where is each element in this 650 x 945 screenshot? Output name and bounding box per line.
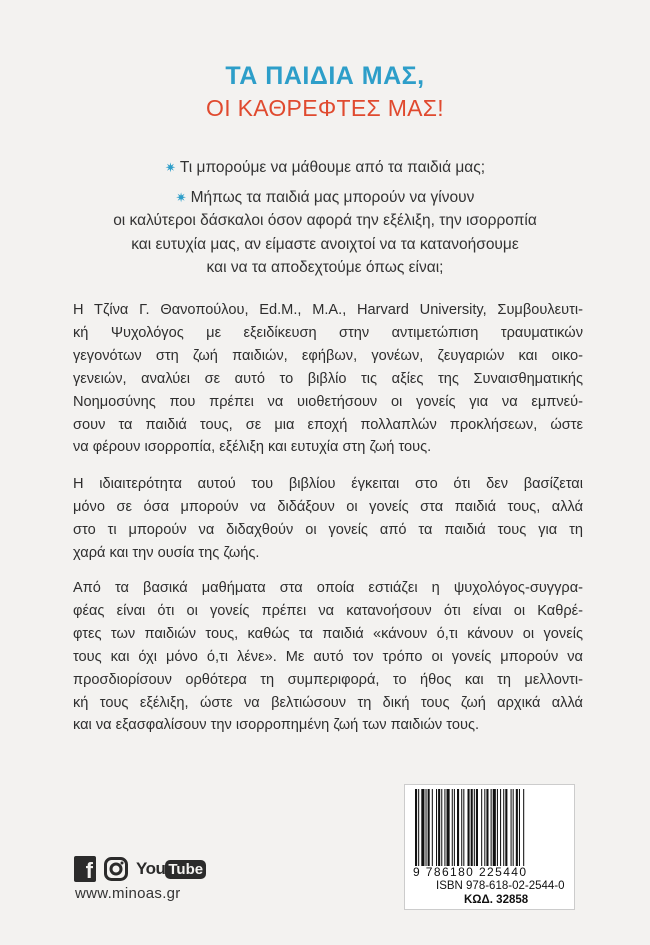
barcode-bar xyxy=(415,789,417,866)
barcode-bar xyxy=(523,789,524,866)
barcode-bar xyxy=(513,789,514,866)
barcode-bar xyxy=(493,789,496,866)
barcode-bar xyxy=(454,789,455,866)
asterisk-icon: ✷ xyxy=(164,160,176,175)
isbn-label: ISBN 978-618-02-2544-0 xyxy=(436,880,565,892)
question-2-line-2: οι καλύτεροι δάσκαλοι όσον αφορά την εξέλιξη, την ισορροπία xyxy=(113,212,537,229)
barcode-bar xyxy=(447,789,450,866)
barcode-bar xyxy=(426,789,427,866)
barcode-icon xyxy=(415,789,560,866)
barcode-block xyxy=(404,784,575,910)
barcode-bar xyxy=(484,789,485,866)
barcode-bar xyxy=(516,789,518,866)
barcode-bar xyxy=(444,789,445,866)
barcode-bar xyxy=(500,789,501,866)
instagram-icon[interactable] xyxy=(104,856,128,882)
barcode-bar xyxy=(441,789,442,866)
questions-block xyxy=(0,156,650,280)
barcode-bar xyxy=(486,789,488,866)
barcode-bar xyxy=(497,789,498,866)
question-2-line-4: και να τα αποδεχτούμε όπως είναι; xyxy=(206,259,444,276)
asterisk-icon: ✷ xyxy=(175,189,187,205)
question-1: ✷ Τι μπορούμε να μάθουμε από τα παιδιά μας; xyxy=(164,159,486,176)
barcode-bar xyxy=(421,789,424,866)
question-2: ✷ Μήπως τα παιδιά μας μπορούν να γίνουν xyxy=(175,188,475,206)
barcode-bar xyxy=(428,789,430,866)
barcode-bar xyxy=(471,789,473,866)
youtube-icon[interactable]: You Tube xyxy=(136,859,206,879)
barcode-bar xyxy=(491,789,492,866)
paragraph-lessons: Από τα βασικά μαθήματα στα οποία εστιάζει η ψυχολόγος-συγγρα- φέας είναι ότι οι γονείς πρέπει να κατανοήσουν ότι είναι οι Καθρέ- φτες των παιδιών τους, καθώς τα παιδιά «κάνουν ό,τι κάνουν οι γονείς τους και όχι μόνο ό,τι λένε». Με αυτό τον τρόπο οι γονείς μπορούν να προσδιορίσουν ορθότερα τη συμπεριφορά, το ήθος και τη μελλοντι- κή τους εξέλιξη, ώστε να βελτιώσουν τη δική τους ζωή αρχικά αλλά και να εξασφαλίσουν την ισορροπημένη ζωή των παιδιών τους. xyxy=(73,580,583,734)
barcode-bar xyxy=(457,789,459,866)
barcode-bar xyxy=(476,789,478,866)
barcode-bar xyxy=(519,789,520,866)
barcode-bar xyxy=(481,789,482,866)
barcode-bar xyxy=(432,789,433,866)
facebook-icon[interactable]: f xyxy=(74,856,96,882)
barcode-bar xyxy=(463,789,464,866)
barcode-bar xyxy=(511,789,512,866)
question-2-line-3: και ευτυχία μας, αν είμαστε ανοιχτοί να τα κατανοήσουμε xyxy=(131,235,519,253)
barcode-bar xyxy=(505,789,507,866)
barcode-number: 9 786180 225440 xyxy=(413,865,528,879)
paragraph-author: Η Τζίνα Γ. Θανοπούλου, Ed.M., M.A., Harvard University, Συμβουλευτι- κή Ψυχολόγος με εξειδίκευση στην αντιμετώπιση τραυματικών γεγονότων στη ζωή παιδιών, εφήβων, γονέων, ζευγαριών και οικο- γενειών, αναλύει σε αυτό το βιβλίο τις αξίες της Συναισθηματικής Νοημοσύνης που πρέπει να υιοθετήσουν οι γονείς για να εμπνεύ- σουν τα παιδιά τους, σε μια εποχή πολλαπλών προκλήσεων, ώστε να φέρουν ισορροπία, εξέλιξη και ευτυχία στη ζωή τους. xyxy=(73,302,583,456)
website-link[interactable]: www.minoas.gr xyxy=(75,885,181,902)
barcode-bar xyxy=(468,789,470,866)
title-line-1: ΤΑ ΠΑΙΔΙΑ ΜΑΣ, xyxy=(225,62,425,90)
paragraph-uniqueness: Η ιδιαιτερότητα αυτού του βιβλίου έγκειται στο ότι δεν βασίζεται μόνο σε όσα μπορούν να διδάξουν οι γονείς στα παιδιά τους, αλλά στο τι μπορούν να διδαχθούν οι γονείς από τα παιδιά τους για τη χαρά και την ουσία της ζωής. xyxy=(73,476,583,561)
barcode-bar xyxy=(436,789,437,866)
barcode-bar xyxy=(452,789,453,866)
barcode-bar xyxy=(503,789,504,866)
barcode-bar xyxy=(461,789,462,866)
product-code: ΚΩΔ. 32858 xyxy=(464,894,529,906)
social-icons xyxy=(74,855,206,883)
barcode-bar xyxy=(418,789,419,866)
barcode-bar xyxy=(474,789,475,866)
title-line-2: ΟΙ ΚΑΘΡΕΦΤΕΣ ΜΑΣ! xyxy=(206,95,444,121)
barcode-bar xyxy=(438,789,440,866)
